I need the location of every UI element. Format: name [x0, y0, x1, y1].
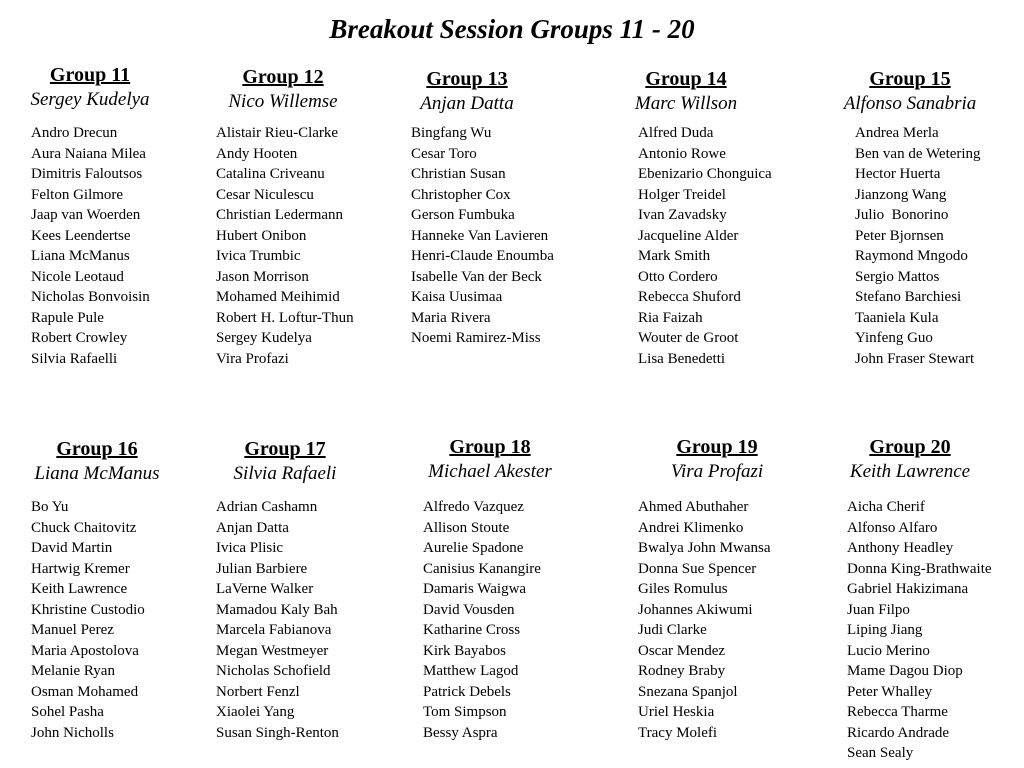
- member-name: Rodney Braby: [638, 663, 726, 679]
- member-name: Bessy Aspra: [423, 724, 498, 741]
- member-name: Allison Stoute: [423, 519, 510, 536]
- member-name: Nicholas Schofield: [216, 663, 331, 679]
- group-header: [30, 62, 149, 112]
- member-name: Matthew Lagod: [423, 663, 519, 679]
- member-name: Ricardo Andrade: [847, 724, 950, 741]
- group-label: Group 16: [56, 438, 138, 460]
- group-header: [228, 64, 337, 114]
- member-name: Hartwig Kremer: [31, 560, 130, 577]
- member-name: Kaisa Uusimaa: [411, 289, 503, 305]
- member-name: David Martin: [31, 540, 113, 556]
- member-name: Ivica Plisic: [216, 540, 284, 556]
- member-name: Maria Apostolova: [31, 642, 139, 659]
- member-name: Wouter de Groot: [638, 330, 739, 346]
- group-header: [844, 66, 976, 116]
- member-name: Taaniela Kula: [855, 309, 939, 326]
- member-name: Bo Yu: [31, 499, 69, 515]
- member-list: [638, 123, 772, 369]
- group-header: [671, 434, 763, 484]
- member-name: Aicha Cherif: [847, 499, 925, 515]
- member-name: Katharine Cross: [423, 622, 521, 638]
- member-name: Ahmed Abuthaher: [638, 499, 749, 515]
- group-header: [635, 66, 737, 116]
- page-title: Breakout Session Groups 11 - 20: [329, 14, 695, 44]
- member-name: Susan Singh-Renton: [216, 724, 339, 741]
- member-list: [855, 123, 981, 369]
- group-label: Group 20: [869, 436, 951, 458]
- group-label: Group 18: [449, 436, 531, 458]
- group-header: [234, 436, 337, 486]
- member-name: Peter Whalley: [847, 683, 933, 700]
- member-name: Julio Bonorino: [855, 207, 949, 223]
- member-name: Maria Rivera: [411, 309, 491, 326]
- member-name: Melanie Ryan: [31, 663, 115, 679]
- group-header: [428, 434, 552, 484]
- member-name: Robert H. Loftur-Thun: [216, 309, 354, 326]
- member-name: Rapule Pule: [31, 309, 104, 326]
- member-list: [31, 497, 145, 743]
- member-name: Anthony Headley: [847, 540, 954, 556]
- group-label: Group 17: [244, 438, 326, 460]
- member-name: Hector Huerta: [855, 166, 941, 182]
- member-name: Ivica Trumbic: [216, 248, 301, 264]
- member-name: Tom Simpson: [423, 704, 507, 720]
- member-name: Giles Romulus: [638, 581, 728, 597]
- member-name: Vira Profazi: [216, 350, 289, 367]
- member-name: Xiaolei Yang: [216, 704, 295, 720]
- member-name: Mame Dagou Diop: [847, 663, 963, 679]
- member-name: Chuck Chaitovitz: [31, 519, 137, 536]
- group-leader: Anjan Datta: [420, 93, 514, 114]
- member-list: [411, 123, 554, 349]
- member-list: [216, 497, 339, 743]
- member-list: [31, 123, 150, 369]
- member-name: Ria Faizah: [638, 309, 703, 326]
- member-name: Rebecca Shuford: [638, 289, 741, 305]
- member-name: Noemi Ramirez-Miss: [411, 330, 541, 346]
- member-name: Oscar Mendez: [638, 642, 726, 659]
- member-name: Juan Filpo: [847, 601, 910, 618]
- member-name: Canisius Kanangire: [423, 560, 541, 577]
- member-name: Felton Gilmore: [31, 186, 124, 203]
- member-name: Snezana Spanjol: [638, 683, 738, 700]
- member-name: Bingfang Wu: [411, 125, 492, 141]
- member-name: Antonio Rowe: [638, 145, 726, 162]
- member-name: Isabelle Van der Beck: [411, 268, 542, 285]
- member-name: Aurelie Spadone: [423, 540, 524, 556]
- member-name: Jianzong Wang: [855, 186, 947, 203]
- member-name: Liana McManus: [31, 248, 130, 264]
- member-name: Bwalya John Mwansa: [638, 540, 771, 556]
- member-name: David Vousden: [423, 601, 515, 618]
- member-name: Cesar Niculescu: [216, 186, 314, 203]
- member-name: Sergey Kudelya: [216, 330, 312, 346]
- member-name: Christopher Cox: [411, 186, 511, 203]
- member-name: Yinfeng Guo: [855, 330, 933, 346]
- member-list: [216, 123, 354, 369]
- member-name: Hanneke Van Lavieren: [411, 227, 549, 244]
- group-leader: Silvia Rafaeli: [233, 463, 337, 484]
- member-name: Norbert Fenzl: [216, 683, 300, 700]
- member-list: [847, 497, 992, 764]
- member-name: Mamadou Kaly Bah: [216, 601, 338, 618]
- member-name: Donna Sue Spencer: [638, 560, 757, 577]
- member-name: Alfonso Alfaro: [847, 519, 938, 536]
- member-name: Alfredo Vazquez: [423, 499, 524, 515]
- member-name: Dimitris Faloutsos: [31, 166, 143, 182]
- member-name: Jason Morrison: [216, 268, 309, 285]
- member-name: LaVerne Walker: [216, 581, 314, 597]
- member-name: Patrick Debels: [423, 683, 511, 700]
- group-leader: Sergey Kudelya: [30, 89, 150, 110]
- member-name: Nicholas Bonvoisin: [31, 289, 150, 305]
- member-name: Holger Treidel: [638, 186, 726, 203]
- member-name: Otto Cordero: [638, 268, 718, 285]
- member-name: Osman Mohamed: [31, 683, 139, 700]
- member-name: John Fraser Stewart: [855, 350, 975, 367]
- member-name: Gabriel Hakizimana: [847, 581, 969, 597]
- group-header: [34, 436, 159, 486]
- group-leader: Keith Lawrence: [849, 461, 971, 482]
- group-label: Group 19: [676, 436, 758, 458]
- group-label: Group 11: [49, 64, 131, 86]
- member-name: Hubert Onibon: [216, 227, 307, 244]
- member-name: Aura Naiana Milea: [31, 145, 146, 162]
- group-label: Group 15: [869, 68, 951, 90]
- member-name: Lucio Merino: [847, 642, 930, 659]
- member-name: Andrei Klimenko: [638, 519, 744, 536]
- member-name: Keith Lawrence: [31, 581, 128, 597]
- member-name: Raymond Mngodo: [855, 248, 968, 264]
- member-name: Catalina Criveanu: [216, 166, 325, 182]
- member-name: Rebecca Tharme: [847, 704, 948, 720]
- member-list: [423, 497, 541, 743]
- member-name: Peter Bjornsen: [855, 227, 944, 244]
- member-name: Liping Jiang: [847, 622, 923, 638]
- member-name: Ivan Zavadsky: [638, 207, 727, 223]
- member-name: Christian Ledermann: [216, 207, 344, 223]
- group-leader: Michael Akester: [428, 461, 552, 482]
- member-name: Gerson Fumbuka: [411, 207, 515, 223]
- member-name: Kirk Bayabos: [423, 642, 506, 659]
- member-name: Mohamed Meihimid: [216, 289, 340, 305]
- member-name: Mark Smith: [638, 248, 711, 264]
- group-leader: Vira Profazi: [670, 461, 764, 482]
- group-leader: Nico Willemse: [228, 91, 338, 112]
- member-name: Sohel Pasha: [31, 704, 104, 720]
- member-name: Ben van de Wetering: [855, 145, 981, 162]
- member-name: Jacqueline Alder: [638, 227, 739, 244]
- member-name: Marcela Fabianova: [216, 622, 332, 638]
- member-name: Silvia Rafaelli: [31, 350, 118, 367]
- member-name: Damaris Waigwa: [423, 581, 527, 597]
- member-name: John Nicholls: [31, 724, 114, 741]
- member-name: Cesar Toro: [411, 145, 477, 162]
- member-name: Andrea Merla: [855, 125, 939, 141]
- member-name: Johannes Akiwumi: [638, 601, 753, 618]
- group-label: Group 12: [242, 66, 324, 88]
- member-name: Henri-Claude Enoumba: [411, 248, 554, 264]
- member-name: Andy Hooten: [216, 145, 298, 162]
- member-name: Anjan Datta: [216, 519, 289, 536]
- group-label: Group 14: [645, 68, 727, 90]
- member-name: Jaap van Woerden: [31, 207, 141, 223]
- member-name: Donna King-Brathwaite: [847, 560, 992, 577]
- member-name: Tracy Molefi: [638, 724, 718, 741]
- group-header: [850, 434, 970, 484]
- member-name: Robert Crowley: [31, 330, 128, 346]
- member-name: Christian Susan: [411, 166, 506, 182]
- member-name: Khristine Custodio: [31, 601, 145, 618]
- member-name: Ebenizario Chonguica: [638, 166, 772, 182]
- member-name: Nicole Leotaud: [31, 268, 124, 285]
- group-label: Group 13: [426, 68, 508, 90]
- group-leader: Alfonso Sanabria: [843, 93, 977, 114]
- member-name: Judi Clarke: [638, 622, 707, 638]
- member-name: Lisa Benedetti: [638, 350, 726, 367]
- member-name: Stefano Barchiesi: [855, 289, 962, 305]
- member-name: Alistair Rieu-Clarke: [216, 125, 339, 141]
- member-name: Andro Drecun: [31, 125, 118, 141]
- member-list: [638, 497, 770, 743]
- member-name: Kees Leendertse: [31, 227, 131, 244]
- group-leader: Marc Willson: [634, 93, 738, 114]
- member-name: Adrian Cashamn: [216, 499, 318, 515]
- group-header: [420, 66, 513, 116]
- member-name: Julian Barbiere: [216, 560, 308, 577]
- member-name: Alfred Duda: [638, 125, 714, 141]
- group-leader: Liana McManus: [34, 463, 160, 484]
- member-name: Manuel Perez: [31, 622, 114, 638]
- member-name: Sergio Mattos: [855, 268, 940, 285]
- member-name: Sean Sealy: [847, 745, 914, 761]
- member-name: Megan Westmeyer: [216, 642, 329, 659]
- member-name: Uriel Heskia: [638, 704, 715, 720]
